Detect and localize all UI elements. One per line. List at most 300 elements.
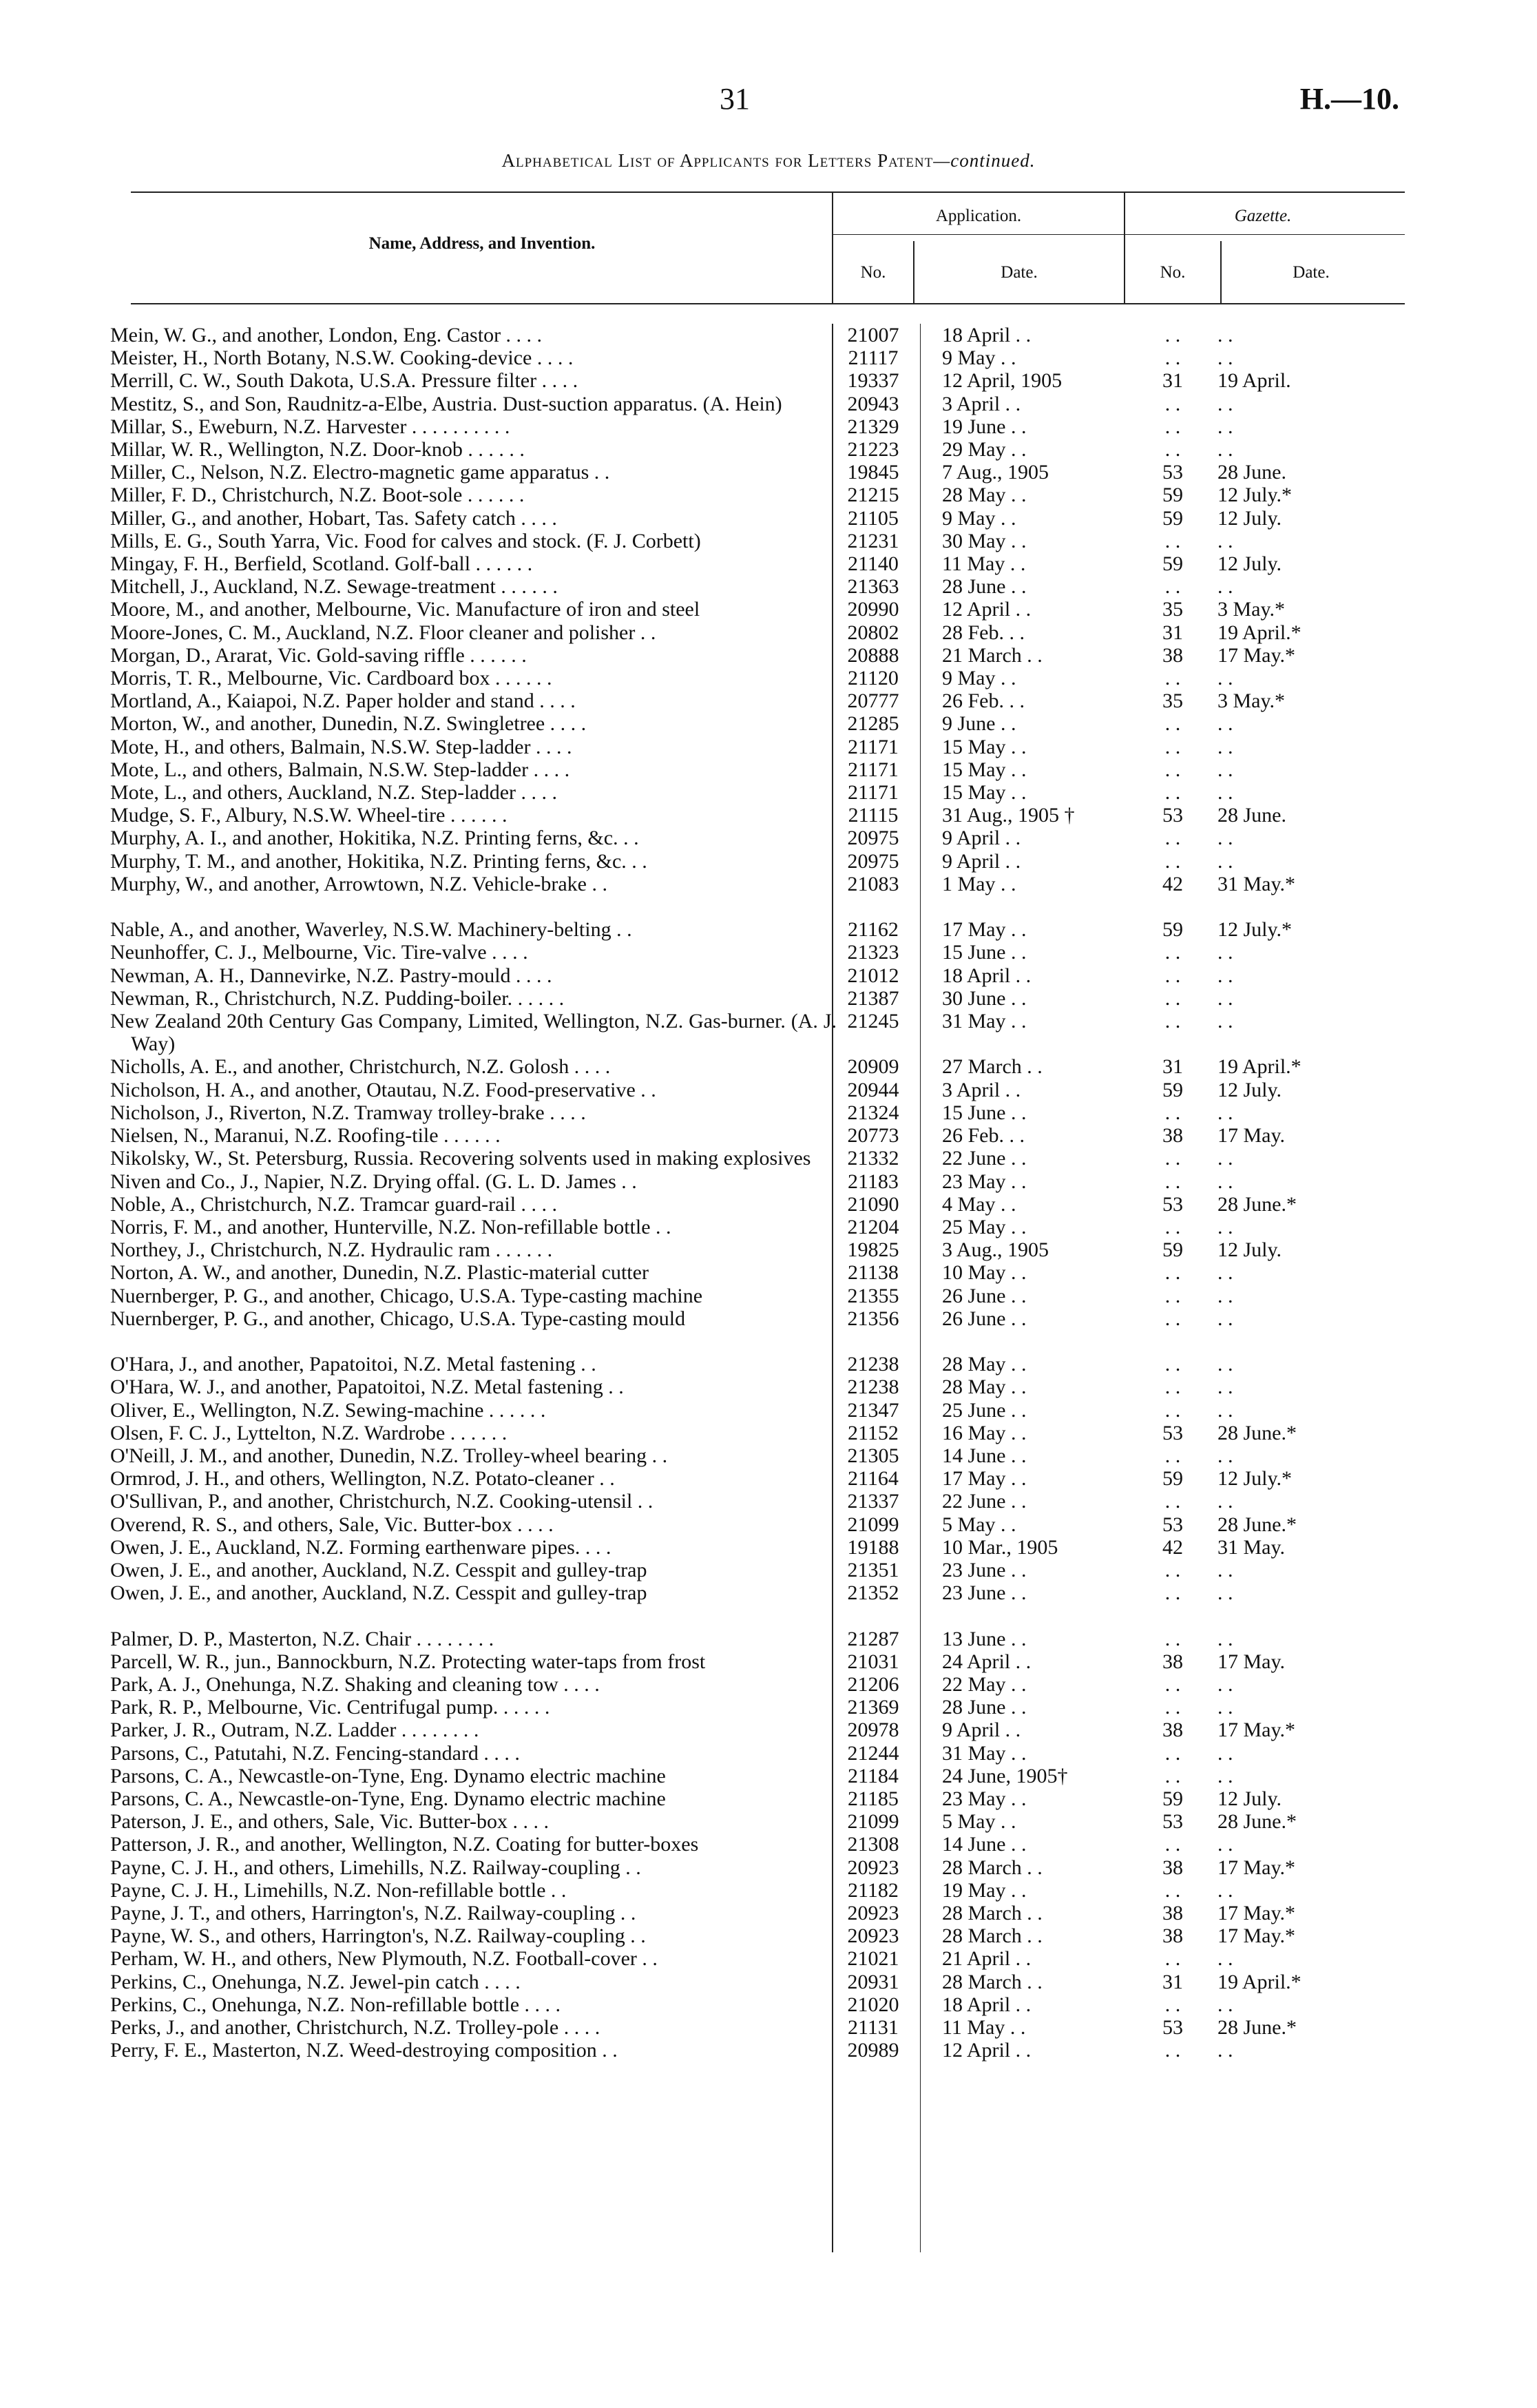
applicant-description: Noble, A., Christchurch, N.Z. Tramcar guard-rail . . . .	[110, 1192, 558, 1216]
table-row	[0, 530, 1537, 552]
applicant-description: Norton, A. W., and another, Dunedin, N.Z. Plastic-material cutter	[110, 1261, 649, 1285]
table-row	[0, 1101, 1537, 1124]
applicant-description: Niven and Co., J., Napier, N.Z. Drying offal. (G. L. D. James . .	[110, 1170, 637, 1193]
applicant-description: Nicholson, J., Riverton, N.Z. Tramway trolley-brake . . . .	[110, 1101, 586, 1124]
application-number: 21355	[847, 1284, 899, 1307]
applicant-description: Parker, J. R., Outram, N.Z. Ladder . . . . . . . .	[110, 1719, 479, 1742]
applicant-description: Miller, F. D., Christchurch, N.Z. Boot-sole . . . . . .	[110, 484, 525, 507]
header-name: Name, Address, and Invention.	[368, 234, 596, 253]
application-date: 19 June . .	[942, 415, 1027, 438]
gazette-number: 53	[1162, 1421, 1183, 1444]
application-date: 9 April . .	[942, 827, 1021, 850]
application-date: 3 April . .	[942, 392, 1021, 415]
application-date: 28 Feb. . .	[942, 621, 1025, 644]
gazette-date: . .	[1217, 1741, 1233, 1765]
applicant-description: Mills, E. G., South Yarra, Vic. Food for calves and stock. (F. J. Corbett)	[110, 529, 701, 552]
application-date: 9 April . .	[942, 849, 1021, 873]
header-gaz-no: No.	[1160, 263, 1186, 282]
applicant-description: Owen, J. E., Auckland, N.Z. Forming earthenware pipes. . . .	[110, 1535, 611, 1559]
application-date: 21 March . .	[942, 643, 1043, 667]
gazette-date: 28 June.*	[1217, 1421, 1297, 1444]
gazette-date: . .	[1217, 1284, 1233, 1307]
application-number: 21185	[848, 1787, 899, 1810]
gazette-number: . .	[1164, 1147, 1181, 1170]
application-date: 9 May . .	[942, 667, 1016, 690]
gazette-date: 12 July.	[1217, 506, 1282, 530]
application-number: 21285	[847, 712, 899, 736]
application-number: 21238	[847, 1353, 899, 1376]
gazette-date: . .	[1217, 758, 1233, 781]
application-date: 22 June . .	[942, 1490, 1027, 1513]
applicant-description: Miller, G., and another, Hobart, Tas. Safety catch . . . .	[110, 506, 557, 530]
gazette-number: . .	[1164, 575, 1181, 599]
application-number: 20975	[847, 849, 899, 873]
application-date: 23 June . .	[942, 1558, 1027, 1581]
gazette-date: . .	[1217, 1261, 1233, 1285]
application-number: 21171	[848, 758, 899, 781]
application-number: 21215	[847, 484, 899, 507]
applicant-description: Owen, J. E., and another, Auckland, N.Z. Cesspit and gulley-trap	[110, 1581, 647, 1605]
gazette-number: 59	[1162, 552, 1183, 576]
application-number: 21090	[847, 1192, 899, 1216]
application-date: 26 June . .	[942, 1307, 1027, 1330]
table-row	[0, 1055, 1537, 1078]
application-number: 21162	[848, 918, 899, 942]
application-date: 3 April . .	[942, 1078, 1021, 1101]
application-date: 28 March . .	[942, 1970, 1043, 1993]
application-date: 10 Mar., 1905	[942, 1535, 1058, 1559]
header-app-no: No.	[860, 263, 886, 282]
applicant-description: Morris, T. R., Melbourne, Vic. Cardboard box . . . . . .	[110, 667, 552, 690]
gazette-date: 19 April.*	[1217, 1970, 1301, 1993]
applicant-description: Millar, W. R., Wellington, N.Z. Door-knob . . . . . .	[110, 438, 525, 461]
gazette-date: . .	[1217, 2039, 1233, 2062]
page-number: 31	[720, 82, 750, 116]
application-number: 19845	[847, 461, 899, 484]
gazette-date: 17 May.	[1217, 1124, 1286, 1148]
application-number: 21308	[847, 1833, 899, 1856]
table-row	[0, 1765, 1537, 1787]
title-text: Alphabetical List of Applicants for Letters Patent	[501, 150, 934, 171]
applicant-description: Nielsen, N., Maranui, N.Z. Roofing-tile . . . . . .	[110, 1124, 501, 1148]
application-number: 21120	[848, 667, 899, 690]
gazette-number: . .	[1164, 1490, 1181, 1513]
applicant-description: Murphy, T. M., and another, Hokitika, N.Z. Printing ferns, &c. . .	[110, 849, 647, 873]
application-number: 21140	[848, 552, 899, 576]
gazette-number: 53	[1162, 1513, 1183, 1536]
application-number: 21105	[848, 506, 899, 530]
table-row	[0, 1490, 1537, 1513]
gazette-number: . .	[1164, 1376, 1181, 1399]
application-number: 19337	[847, 369, 899, 393]
gazette-number: 38	[1162, 1901, 1183, 1924]
table-row	[0, 484, 1537, 506]
applicant-description: Parsons, C. A., Newcastle-on-Tyne, Eng. Dynamo electric machine	[110, 1787, 666, 1810]
application-date: 28 March . .	[942, 1901, 1043, 1924]
application-number: 21369	[847, 1696, 899, 1719]
gazette-number: . .	[1164, 346, 1181, 370]
applicant-description: Mote, L., and others, Balmain, N.S.W. Step-ladder . . . .	[110, 758, 570, 781]
gazette-date: . .	[1217, 1993, 1233, 2016]
gazette-date: 17 May.*	[1217, 643, 1296, 667]
table-row	[0, 1216, 1537, 1238]
gazette-number: . .	[1164, 1307, 1181, 1330]
gazette-number: 59	[1162, 1787, 1183, 1810]
table-row	[0, 1628, 1537, 1650]
gazette-number: . .	[1164, 1581, 1181, 1605]
applicant-description: Nicholson, H. A., and another, Otautau, N.Z. Food-preservative . .	[110, 1078, 656, 1101]
application-date: 23 May . .	[942, 1170, 1027, 1193]
gazette-date: . .	[1217, 1353, 1233, 1376]
gazette-number: . .	[1164, 849, 1181, 873]
application-number: 21287	[847, 1627, 899, 1650]
applicant-description: Overend, R. S., and others, Sale, Vic. Butter-box . . . .	[110, 1513, 554, 1536]
table-row	[0, 1673, 1537, 1696]
gazette-date: . .	[1217, 1490, 1233, 1513]
applicant-description: Oliver, E., Wellington, N.Z. Sewing-machine . . . . . .	[110, 1398, 546, 1422]
application-number: 21183	[848, 1170, 899, 1193]
table-row	[0, 987, 1537, 1010]
application-date: 3 Aug., 1905	[942, 1238, 1049, 1262]
gazette-date: . .	[1217, 667, 1233, 690]
gazette-date: . .	[1217, 1398, 1233, 1422]
gazette-date: . .	[1217, 1764, 1233, 1787]
table-row	[0, 1559, 1537, 1581]
gazette-number: 38	[1162, 1124, 1183, 1148]
gazette-date: 28 June.*	[1217, 1192, 1297, 1216]
table-row	[0, 689, 1537, 712]
applicant-description: Perks, J., and another, Christchurch, N.Z. Trolley-pole . . . .	[110, 2015, 600, 2039]
table-row	[0, 2016, 1537, 2039]
application-number: 21204	[847, 1215, 899, 1238]
table-row	[0, 941, 1537, 964]
application-number: 21332	[847, 1147, 899, 1170]
table-row	[0, 1307, 1537, 1330]
application-date: 9 June . .	[942, 712, 1016, 736]
header-application: Application.	[935, 207, 1022, 225]
applicant-description: Mortland, A., Kaiapoi, N.Z. Paper holder and stand . . . .	[110, 689, 576, 713]
applicant-description: Murphy, A. I., and another, Hokitika, N.Z. Printing ferns, &c. . .	[110, 827, 639, 850]
application-number: 21206	[847, 1672, 899, 1696]
gazette-date: . .	[1217, 849, 1233, 873]
page-title	[0, 150, 1537, 172]
gazette-date: 12 July.*	[1217, 484, 1293, 507]
table-row	[0, 1467, 1537, 1490]
gazette-number: 59	[1162, 1467, 1183, 1491]
table-row	[0, 1947, 1537, 1970]
application-number: 21347	[847, 1398, 899, 1422]
applicant-description: Mestitz, S., and Son, Raudnitz-a-Elbe, Austria. Dust-suction apparatus. (A. Hein)	[110, 392, 782, 415]
gazette-number: . .	[1164, 1215, 1181, 1238]
application-number: 20923	[847, 1856, 899, 1879]
gazette-date: 28 June.	[1217, 461, 1286, 484]
gazette-number: . .	[1164, 2039, 1181, 2062]
applicant-description: Moore-Jones, C. M., Auckland, N.Z. Floor cleaner and polisher . .	[110, 621, 656, 644]
applicant-description: Moore, M., and another, Melbourne, Vic. Manufacture of iron and steel	[110, 598, 700, 621]
gazette-date: 28 June.*	[1217, 2015, 1297, 2039]
gazette-date: . .	[1217, 1147, 1233, 1170]
table-row	[0, 1285, 1537, 1307]
application-number: 20802	[847, 621, 899, 644]
gazette-number: 59	[1162, 1078, 1183, 1101]
gazette-date: 28 June.*	[1217, 1810, 1297, 1834]
gazette-number: . .	[1164, 712, 1181, 736]
application-date: 18 April . .	[942, 324, 1032, 346]
table-row	[0, 1810, 1537, 1833]
table-row	[0, 1902, 1537, 1924]
applicant-description: New Zealand 20th Century Gas Company, Limited, Wellington, N.Z. Gas-burner. (A. J. Way)	[110, 1010, 837, 1056]
table-row	[0, 644, 1537, 667]
applicant-description: Northey, J., Christchurch, N.Z. Hydraulic ram . . . . . .	[110, 1238, 553, 1262]
gazette-number: 53	[1162, 1810, 1183, 1834]
table-row	[0, 1719, 1537, 1741]
application-number: 21356	[847, 1307, 899, 1330]
application-number: 21305	[847, 1444, 899, 1467]
gazette-number: . .	[1164, 1741, 1181, 1765]
gazette-number: 31	[1162, 621, 1183, 644]
application-number: 20943	[847, 392, 899, 415]
gazette-number: . .	[1164, 986, 1181, 1010]
application-date: 28 June . .	[942, 575, 1027, 599]
application-number: 21387	[847, 986, 899, 1010]
gazette-number: . .	[1164, 1627, 1181, 1650]
gazette-number: . .	[1164, 1947, 1181, 1971]
gazette-date: 12 July.*	[1217, 918, 1293, 942]
applicant-description: Millar, S., Eweburn, N.Z. Harvester . . . . . . . . . .	[110, 415, 510, 438]
gazette-date: . .	[1217, 1307, 1233, 1330]
applicant-description: Parsons, C., Patutahi, N.Z. Fencing-standard . . . .	[110, 1741, 520, 1765]
gazette-number: 53	[1162, 804, 1183, 827]
applicant-description: O'Hara, J., and another, Papatoitoi, N.Z. Metal fastening . .	[110, 1353, 596, 1376]
application-date: 12 April, 1905	[942, 369, 1063, 393]
gazette-number: 31	[1162, 1055, 1183, 1079]
gazette-date: 31 May.*	[1217, 872, 1296, 895]
gazette-number: 53	[1162, 1192, 1183, 1216]
gazette-date: . .	[1217, 986, 1233, 1010]
gazette-date: 17 May.*	[1217, 1901, 1296, 1924]
applicant-description: Perham, W. H., and others, New Plymouth, N.Z. Football-cover . .	[110, 1947, 658, 1971]
table-row	[0, 1856, 1537, 1879]
gazette-number: . .	[1164, 1993, 1181, 2016]
application-number: 21115	[848, 804, 899, 827]
application-date: 5 May . .	[942, 1513, 1016, 1536]
gazette-number: . .	[1164, 1833, 1181, 1856]
gazette-date: . .	[1217, 1627, 1233, 1650]
applicant-description: Mote, H., and others, Balmain, N.S.W. Step-ladder . . . .	[110, 735, 572, 758]
gazette-number: 38	[1162, 1856, 1183, 1879]
applicant-description: Miller, C., Nelson, N.Z. Electro-magnetic game apparatus . .	[110, 461, 610, 484]
gazette-date: . .	[1217, 1696, 1233, 1719]
applicant-description: Mingay, F. H., Berfield, Scotland. Golf-ball . . . . . .	[110, 552, 533, 576]
table-row	[0, 1696, 1537, 1719]
table-row	[0, 1238, 1537, 1261]
gazette-date: . .	[1217, 346, 1233, 370]
gazette-number: 31	[1162, 369, 1183, 393]
gazette-number: . .	[1164, 1444, 1181, 1467]
gazette-number: . .	[1164, 735, 1181, 758]
table-row	[0, 1787, 1537, 1810]
gazette-date: . .	[1217, 1010, 1233, 1033]
table-row	[0, 415, 1537, 438]
application-date: 11 May . .	[942, 552, 1026, 576]
applicant-description: Perry, F. E., Masterton, N.Z. Weed-destroying composition . .	[110, 2039, 618, 2062]
gazette-number: . .	[1164, 941, 1181, 964]
application-date: 21 April . .	[942, 1947, 1032, 1971]
application-date: 24 April . .	[942, 1650, 1032, 1673]
application-number: 21164	[848, 1467, 899, 1491]
application-date: 25 May . .	[942, 1215, 1027, 1238]
application-date: 12 April . .	[942, 598, 1032, 621]
application-date: 27 March . .	[942, 1055, 1043, 1079]
application-number: 21363	[847, 575, 899, 599]
gazette-date: . .	[1217, 392, 1233, 415]
application-date: 12 April . .	[942, 2039, 1032, 2062]
application-number: 21352	[847, 1581, 899, 1605]
gazette-date: . .	[1217, 529, 1233, 552]
applicant-description: Perkins, C., Onehunga, N.Z. Jewel-pin catch . . . .	[110, 1970, 521, 1993]
table-row	[0, 438, 1537, 461]
application-date: 25 June . .	[942, 1398, 1027, 1422]
application-number: 20978	[847, 1719, 899, 1742]
gazette-date: 12 July.	[1217, 1787, 1282, 1810]
application-date: 31 Aug., 1905 †	[942, 804, 1075, 827]
application-number: 21324	[847, 1101, 899, 1124]
header-gazette: Gazette.	[1234, 207, 1292, 225]
application-date: 14 June . .	[942, 1444, 1027, 1467]
table-row	[0, 2039, 1537, 2062]
application-date: 26 June . .	[942, 1284, 1027, 1307]
header-top-rule	[131, 191, 1405, 193]
table-row	[0, 1399, 1537, 1422]
applicant-description: Paterson, J. E., and others, Sale, Vic. Butter-box . . . .	[110, 1810, 549, 1834]
gazette-number: 38	[1162, 1924, 1183, 1948]
gazette-date: . .	[1217, 781, 1233, 805]
gazette-number: . .	[1164, 1558, 1181, 1581]
gazette-number: . .	[1164, 392, 1181, 415]
table-row	[0, 1742, 1537, 1765]
table-row	[0, 918, 1537, 941]
application-number: 21244	[847, 1741, 899, 1765]
gazette-date: 31 May.	[1217, 1535, 1286, 1559]
application-number: 20909	[847, 1055, 899, 1079]
header-mid-rule	[833, 234, 1405, 235]
application-number: 20773	[847, 1124, 899, 1148]
application-date: 4 May . .	[942, 1192, 1016, 1216]
application-date: 23 June . .	[942, 1581, 1027, 1605]
gazette-number: . .	[1164, 1764, 1181, 1787]
gazette-number: . .	[1164, 1284, 1181, 1307]
gazette-number: . .	[1164, 1672, 1181, 1696]
gazette-number: 59	[1162, 918, 1183, 942]
applicant-description: Olsen, F. C. J., Lyttelton, N.Z. Wardrobe . . . . . .	[110, 1421, 508, 1444]
application-number: 20931	[847, 1970, 899, 1993]
table-row	[0, 804, 1537, 827]
application-date: 18 April . .	[942, 1993, 1032, 2016]
gazette-date: . .	[1217, 1558, 1233, 1581]
applicant-description: Meister, H., North Botany, N.S.W. Cooking-device . . . .	[110, 346, 574, 370]
table-row	[0, 1422, 1537, 1444]
application-date: 17 May . .	[942, 918, 1027, 942]
applicant-table	[0, 324, 1537, 2062]
application-date: 9 April . .	[942, 1719, 1021, 1742]
gazette-number: . .	[1164, 827, 1181, 850]
applicant-description: Merrill, C. W., South Dakota, U.S.A. Pressure filter . . . .	[110, 369, 578, 393]
table-row	[0, 621, 1537, 644]
gazette-number: . .	[1164, 1261, 1181, 1285]
application-date: 1 May . .	[942, 872, 1016, 895]
gazette-number: 38	[1162, 643, 1183, 667]
application-number: 19188	[847, 1535, 899, 1559]
application-number: 21231	[847, 529, 899, 552]
application-date: 28 May . .	[942, 1376, 1027, 1399]
gazette-date: . .	[1217, 735, 1233, 758]
application-date: 5 May . .	[942, 1810, 1016, 1834]
table-row	[0, 1993, 1537, 2016]
gazette-number: . .	[1164, 1101, 1181, 1124]
application-number: 21351	[847, 1558, 899, 1581]
table-row	[0, 1010, 1537, 1055]
gazette-number: . .	[1164, 324, 1181, 346]
application-date: 15 June . .	[942, 1101, 1027, 1124]
gazette-date: . .	[1217, 1215, 1233, 1238]
application-number: 20888	[847, 643, 899, 667]
gazette-date: 12 July.	[1217, 552, 1282, 576]
table-row	[0, 667, 1537, 689]
application-number: 21020	[847, 1993, 899, 2016]
applicant-description: Payne, C. J. H., Limehills, N.Z. Non-refillable bottle . .	[110, 1878, 567, 1902]
application-date: 9 May . .	[942, 346, 1016, 370]
application-date: 29 May . .	[942, 438, 1027, 461]
gazette-number: . .	[1164, 964, 1181, 987]
gazette-date: 17 May.*	[1217, 1924, 1296, 1948]
application-date: 11 May . .	[942, 2015, 1026, 2039]
table-row	[0, 1879, 1537, 1902]
applicant-description: Norris, F. M., and another, Hunterville, N.Z. Non-refillable bottle . .	[110, 1215, 671, 1238]
applicant-description: Owen, J. E., and another, Auckland, N.Z. Cesspit and gulley-trap	[110, 1558, 647, 1581]
gazette-date: . .	[1217, 1376, 1233, 1399]
application-date: 9 May . .	[942, 506, 1016, 530]
application-date: 31 May . .	[942, 1010, 1027, 1033]
table-row	[0, 393, 1537, 415]
table-row	[0, 1353, 1537, 1376]
gazette-date: 19 April.	[1217, 369, 1291, 393]
document-reference: H.—10.	[1299, 82, 1399, 116]
gazette-date: . .	[1217, 1878, 1233, 1902]
table-row	[0, 1833, 1537, 1856]
gazette-date: . .	[1217, 1170, 1233, 1193]
application-date: 26 Feb. . .	[942, 689, 1025, 713]
application-number: 20944	[847, 1078, 899, 1101]
gazette-date: 3 May.*	[1217, 598, 1286, 621]
gazette-date: 19 April.*	[1217, 1055, 1301, 1079]
gazette-date: . .	[1217, 1581, 1233, 1605]
title-suffix: —continued.	[933, 150, 1036, 171]
table-row	[0, 598, 1537, 621]
applicant-description: Payne, J. T., and others, Harrington's, N.Z. Railway-coupling . .	[110, 1901, 636, 1924]
application-date: 28 May . .	[942, 1353, 1027, 1376]
application-number: 21238	[847, 1376, 899, 1399]
application-number: 21138	[848, 1261, 899, 1285]
applicant-description: Morton, W., and another, Dunedin, N.Z. Swingletree . . . .	[110, 712, 587, 736]
application-number: 21152	[848, 1421, 899, 1444]
gazette-number: 35	[1162, 598, 1183, 621]
application-date: 14 June . .	[942, 1833, 1027, 1856]
table-row	[0, 781, 1537, 804]
gazette-date: . .	[1217, 964, 1233, 987]
gazette-date: . .	[1217, 712, 1233, 736]
applicant-description: Mudge, S. F., Albury, N.S.W. Wheel-tire . . . . . .	[110, 804, 508, 827]
application-date: 15 June . .	[942, 941, 1027, 964]
